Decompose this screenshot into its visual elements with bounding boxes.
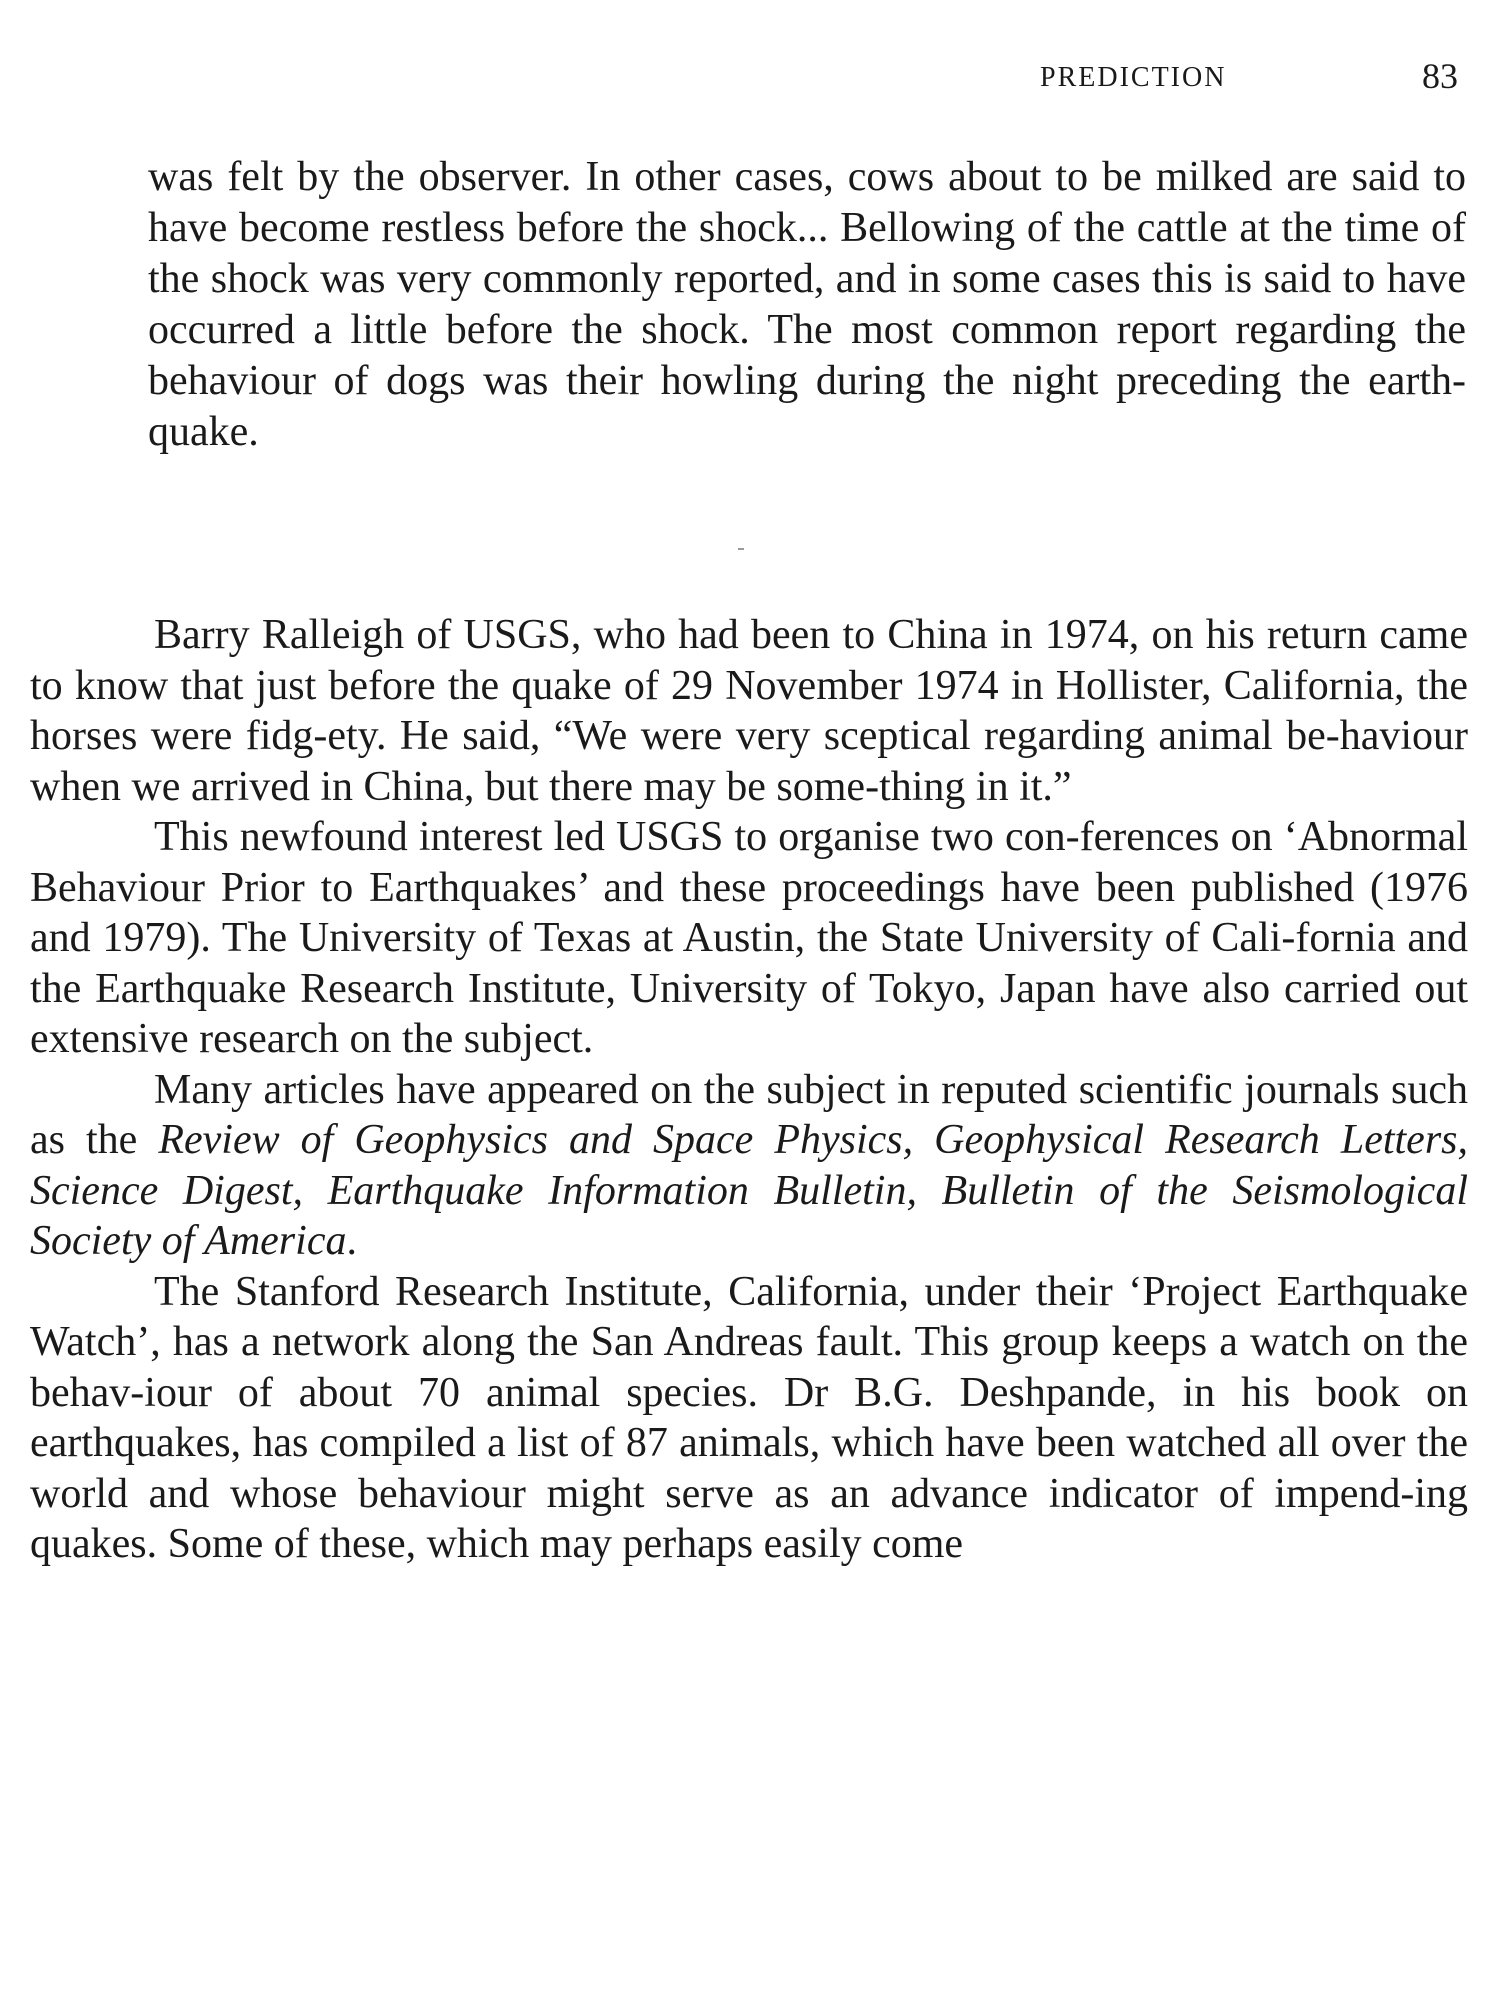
paragraph-journals — [30, 1065, 1468, 1267]
paragraph-usgs-conferences: This newfound interest led USGS to organise two con-ferences on ‘Abnormal Behaviour Prior to Earthquakes’ and these proceedings have been published (1976 and 1979). The University of Texas at Austin, the State University of Cali-fornia and the Earthquake Research Institute, University of Tokyo, Japan have also carried out extensive research on the subject. — [30, 814, 1468, 1062]
paragraph-usgs-ralleigh: Barry Ralleigh of USGS, who had been to China in 1974, on his return came to know that just before the quake of 29 November 1974 in Hollister, California, the horses were fidg-ety. He said, “We were very sceptical regarding animal be-haviour when we arrived in China, but there may be some-thing in it.” — [30, 612, 1468, 810]
running-head: PREDICTION — [1040, 62, 1227, 93]
paragraph-stanford: The Stanford Research Institute, California, under their ‘Project Earthquake Watch’, has a network along the San Andreas fault. This group keeps a watch on the behav-iour of about 70 animal species. Dr B.G. Deshpande, in his book on earthquakes, has compiled a list of 87 animals, which have been watched all over the world and whose behaviour might serve as an advance indicator of impend-ing quakes. Some of these, which may perhaps easily come — [30, 1268, 1468, 1567]
scan-speck — [738, 548, 744, 550]
page-number: 83 — [1422, 56, 1458, 96]
block-quote: was felt by the observer. In other cases, cows about to be milked are said to have become restless before the shock... Bellowing of the cattle at the time of the shock was very commonly reported, and in some cases this is said to have occurred a little before the shock. The most common report regarding the behaviour of dogs was their howling during the night preceding the earth-quake. — [148, 154, 1466, 455]
journal-titles: Review of Geophysics and Space Physics, Geophysical Research Letters, Science Digest, Earthquake Information Bulletin, Bulletin of the Seismological Society of America — [30, 1117, 1469, 1264]
journals-lead: Many articles have appeared on the subject in reputed scientific journals such as the — [30, 1066, 1468, 1163]
journals-tail: . — [346, 1218, 357, 1264]
body-text — [30, 610, 1468, 1570]
